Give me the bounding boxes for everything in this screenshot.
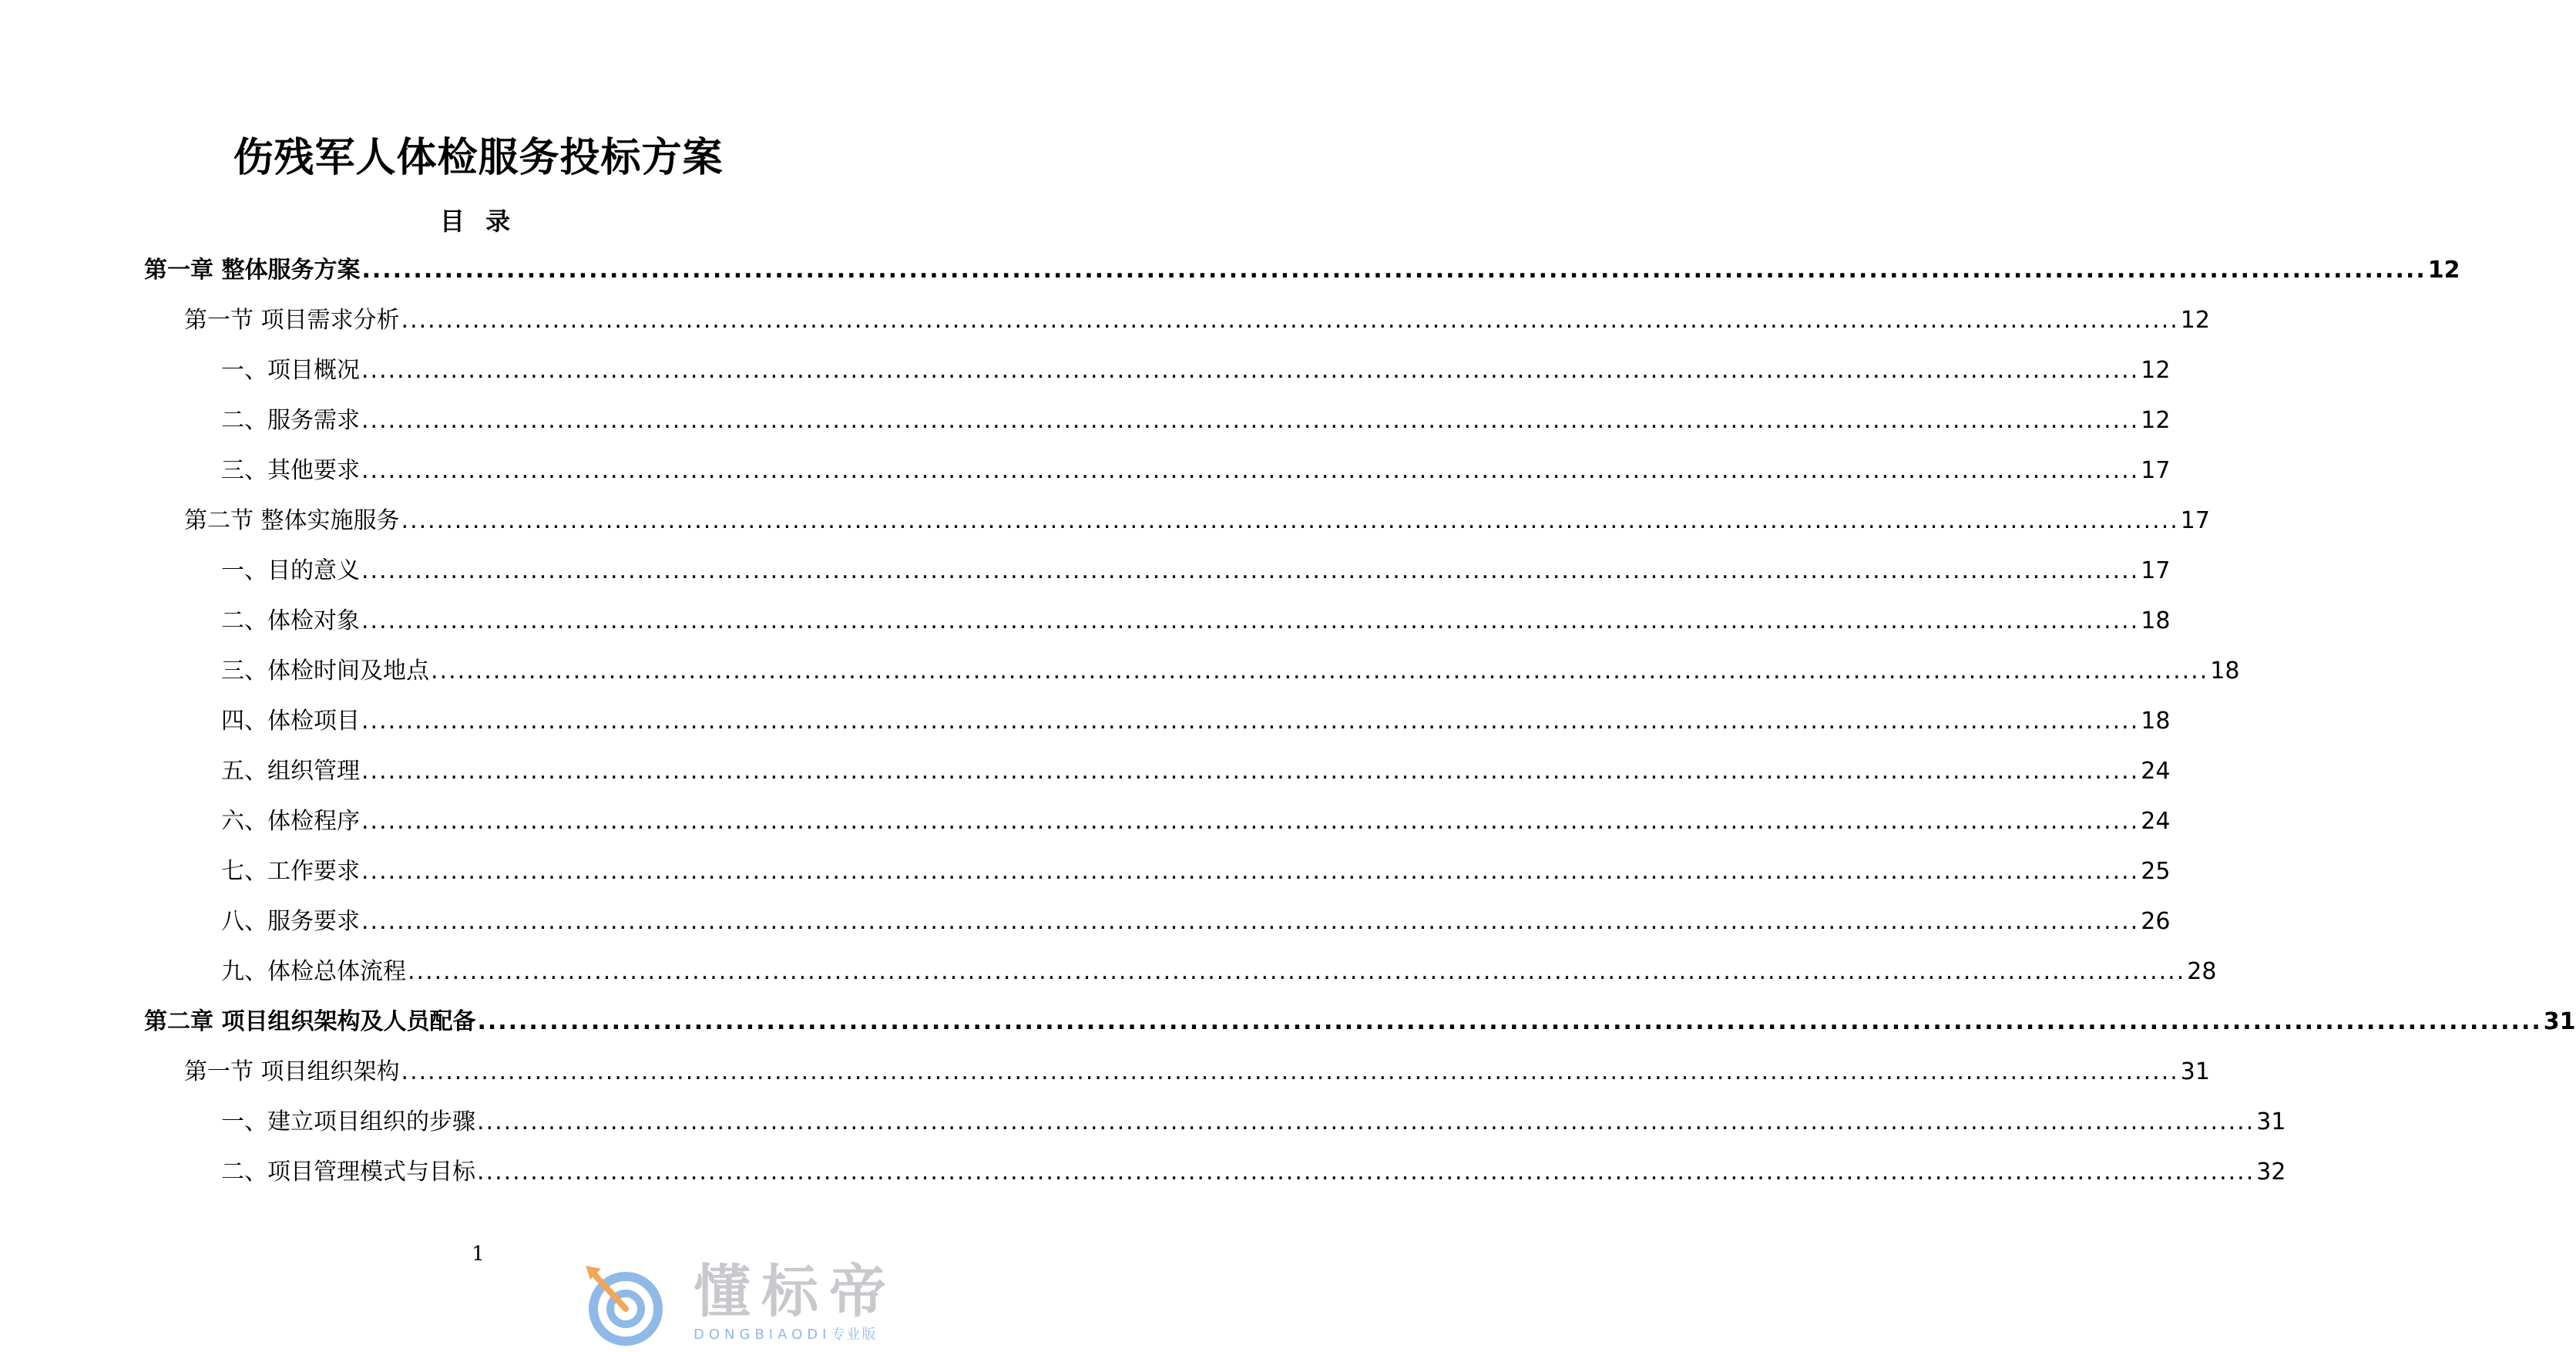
toc-entry-label: 七、工作要求 xyxy=(221,858,360,885)
toc-entry-label: 二、项目管理模式与目标 xyxy=(221,1159,475,1186)
target-arrow-icon xyxy=(570,1256,686,1349)
toc-entry-page: 17 xyxy=(2141,457,2171,484)
toc-entry-label: 第二节 整体实施服务 xyxy=(184,507,400,534)
toc-dot-leader: ........................................................................................................................................................................................................ xyxy=(477,1108,2255,1135)
toc-entry[interactable] xyxy=(144,501,2210,551)
table-of-contents xyxy=(144,251,2576,1202)
toc-entry-page: 12 xyxy=(2180,307,2210,334)
page-number: 1 xyxy=(472,1243,485,1266)
toc-entry-label: 二、体检对象 xyxy=(221,607,360,634)
toc-entry[interactable] xyxy=(144,451,2171,501)
toc-entry[interactable] xyxy=(144,601,2171,651)
toc-dot-leader: ........................................................................................................................................................................................................ xyxy=(361,908,2140,935)
toc-entry[interactable] xyxy=(144,802,2171,852)
toc-entry-page: 32 xyxy=(2256,1159,2286,1186)
toc-entry[interactable] xyxy=(144,701,2171,752)
toc-entry-page: 24 xyxy=(2141,808,2171,835)
toc-heading: 目 录 xyxy=(439,207,517,236)
toc-entry-label: 九、体检总体流程 xyxy=(221,958,406,985)
toc-dot-leader: ........................................................................................................................................................................................................ xyxy=(431,658,2209,684)
toc-entry-label: 第一章 整体服务方案 xyxy=(144,257,361,284)
toc-entry[interactable] xyxy=(144,1052,2210,1102)
toc-entry-label: 八、服务要求 xyxy=(221,908,360,935)
toc-entry-label: 一、建立项目组织的步骤 xyxy=(221,1108,475,1135)
toc-entry-label: 第一节 项目需求分析 xyxy=(184,307,400,334)
toc-dot-leader: ........................................................................................................................................................................................................ xyxy=(477,1008,2542,1035)
toc-entry-page: 25 xyxy=(2141,858,2171,885)
toc-dot-leader: ........................................................................................................................................................................................................ xyxy=(361,257,2427,284)
toc-dot-leader: ........................................................................................................................................................................................................ xyxy=(361,808,2140,835)
toc-dot-leader: ........................................................................................................................................................................................................ xyxy=(401,307,2179,334)
toc-entry-page: 18 xyxy=(2210,658,2240,684)
toc-entry-label: 三、其他要求 xyxy=(221,457,360,484)
toc-entry[interactable] xyxy=(144,1102,2286,1152)
toc-entry[interactable] xyxy=(144,351,2171,401)
toc-entry-label: 三、体检时间及地点 xyxy=(221,658,429,684)
toc-entry-page: 26 xyxy=(2141,908,2171,935)
toc-entry-page: 24 xyxy=(2141,758,2171,785)
toc-entry-label: 一、目的意义 xyxy=(221,557,360,584)
toc-dot-leader: ........................................................................................................................................................................................................ xyxy=(361,557,2140,584)
toc-entry[interactable] xyxy=(144,752,2171,802)
toc-dot-leader: ........................................................................................................................................................................................................ xyxy=(361,858,2140,885)
toc-entry[interactable] xyxy=(144,551,2171,601)
toc-entry-label: 第一节 项目组织架构 xyxy=(184,1058,400,1085)
toc-entry[interactable] xyxy=(144,1152,2286,1202)
toc-entry-label: 六、体检程序 xyxy=(221,808,360,835)
toc-dot-leader: ........................................................................................................................................................................................................ xyxy=(401,507,2179,534)
watermark xyxy=(570,1256,948,1349)
toc-entry-label: 一、项目概况 xyxy=(221,357,360,384)
toc-entry-page: 28 xyxy=(2187,958,2217,985)
toc-entry-page: 12 xyxy=(2141,407,2171,434)
toc-dot-leader: ........................................................................................................................................................................................................ xyxy=(477,1159,2255,1186)
toc-dot-leader: ........................................................................................................................................................................................................ xyxy=(361,708,2140,735)
toc-entry[interactable] xyxy=(144,251,2460,301)
toc-dot-leader: ........................................................................................................................................................................................................ xyxy=(361,758,2140,785)
toc-entry-label: 四、体检项目 xyxy=(221,708,360,735)
toc-dot-leader: ........................................................................................................................................................................................................ xyxy=(401,1058,2179,1085)
document-title: 伤残军人体检服务投标方案 xyxy=(233,135,724,181)
watermark-edition: 专业版 xyxy=(831,1327,878,1343)
watermark-sub xyxy=(694,1326,877,1344)
toc-dot-leader: ........................................................................................................................................................................................................ xyxy=(361,457,2140,484)
toc-dot-leader: ........................................................................................................................................................................................................ xyxy=(408,958,2186,985)
toc-entry-page: 17 xyxy=(2141,557,2171,584)
toc-entry-page: 17 xyxy=(2180,507,2210,534)
toc-entry-page: 12 xyxy=(2427,257,2460,284)
toc-entry-label: 第二章 项目组织架构及人员配备 xyxy=(144,1008,476,1035)
toc-entry[interactable] xyxy=(144,401,2171,451)
toc-entry-page: 18 xyxy=(2141,607,2171,634)
toc-entry[interactable] xyxy=(144,301,2210,351)
toc-entry-page: 31 xyxy=(2180,1058,2210,1085)
toc-entry-label: 二、服务需求 xyxy=(221,407,360,434)
toc-entry[interactable] xyxy=(144,1002,2576,1052)
toc-dot-leader: ........................................................................................................................................................................................................ xyxy=(361,407,2140,434)
watermark-sub-text: DONGBIAODI xyxy=(694,1327,831,1343)
toc-dot-leader: ........................................................................................................................................................................................................ xyxy=(361,357,2140,384)
toc-entry-page: 31 xyxy=(2256,1108,2286,1135)
toc-entry-label: 五、组织管理 xyxy=(221,758,360,785)
toc-dot-leader: ........................................................................................................................................................................................................ xyxy=(361,607,2140,634)
toc-entry[interactable] xyxy=(144,952,2217,1002)
toc-entry-page: 18 xyxy=(2141,708,2171,735)
watermark-brand: 懂标帝 xyxy=(694,1259,897,1325)
toc-entry[interactable] xyxy=(144,651,2240,701)
toc-entry-page: 31 xyxy=(2543,1008,2576,1035)
toc-entry[interactable] xyxy=(144,852,2171,902)
toc-entry-page: 12 xyxy=(2141,357,2171,384)
toc-entry[interactable] xyxy=(144,902,2171,952)
